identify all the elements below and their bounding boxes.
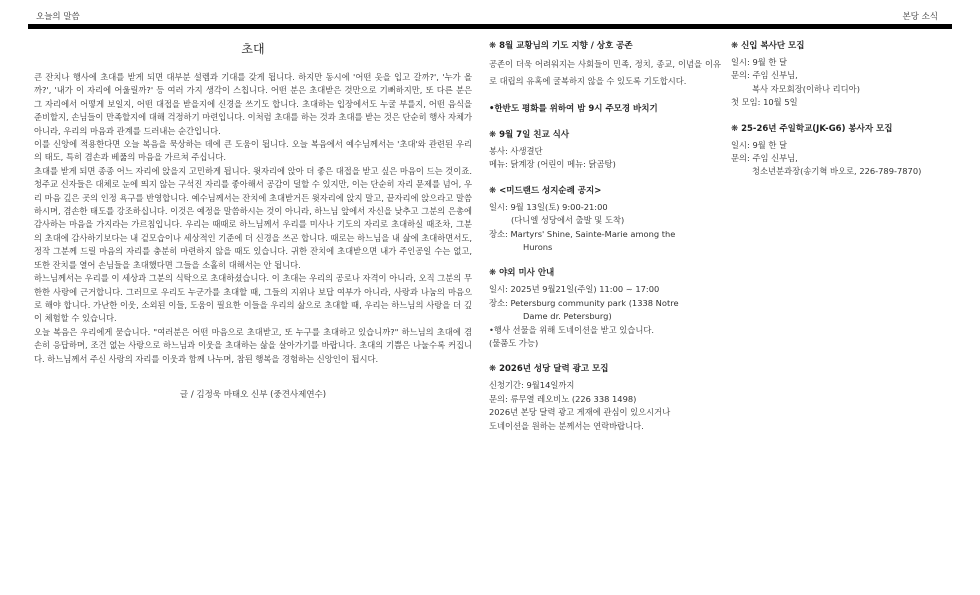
- notices-column-middle: [489, 40, 721, 446]
- article-paragraph: 하느님께서는 우리를 이 세상과 그분의 식탁으로 초대하셨습니다. 이 초대는 우리의 공로나 자격이 아니라, 오직 그분의 무한한 사랑에 근거합니다. 그러므로 우리도 누군가를 초대할 때, 그들의 지위나 보답 여부가 아니라, 사랑과 나눔의 마음으로 해야 합니다. 가난한 이웃, 소외된 이들, 도움이 필요한 이들을 우리의 삶으로 초대할 때, 우리는 하느님의 사랑을 더 깊이 체험할 수 있습니다.: [34, 273, 472, 324]
- notice-line: (다니엘 성당에서 출발 및 도착): [511, 215, 625, 226]
- notice-title: ❋ 신입 복사단 모집: [731, 41, 805, 51]
- notice-calendar-ads: [489, 363, 721, 433]
- notice-line: 문의: 주임 신부님,: [731, 153, 798, 164]
- notice-line: 문의: 주임 신부님,: [731, 70, 798, 81]
- article-title: 초대: [241, 42, 265, 56]
- article-paragraph: 큰 잔치나 행사에 초대를 받게 되면 대부분 설렘과 기대를 갖게 됩니다. 하지만 동시에 '어떤 옷을 입고 갈까?', '누가 올까?', '내가 이 자리에 어울릴까?' 등 여러 가지 생각이 스칩니다. 어떤 분은 초대받은 것만으로 기뻐하지만, 또 다른 분은 그 자리에서 어떻게 보일지, 어떤 대접을 받을지에 신경을 쓰기도 합니다. 초대하는 입장에서도 누굴 부를지, 어떤 음식을 준비할지, 손님들이 만족할지에 대해 걱정하기 마련입니다. 이처럼 초대를 하는 것과 초대를 받는 것은 단순히 행사 자체가 아니라, 우리의 마음과 관계를 드러내는 순간입니다.: [34, 72, 472, 136]
- header-section-right: 본당 소식: [902, 12, 938, 22]
- notice-peace-prayer: [489, 103, 721, 116]
- notice-line: 2026년 본당 달력 광고 게재에 관심이 있으시거나: [489, 407, 671, 418]
- notice-line: 일시: 2025년 9월21일(주일) 11:00 ~ 17:00: [489, 284, 660, 295]
- article-author: 글 / 김정욱 마태오 신부 (중견사제연수): [179, 389, 327, 400]
- notice-line: 문의: 류무열 레오비노 (226 338 1498): [489, 393, 637, 404]
- notice-line: 장소: Martyrs' Shine, Sainte-Marie among the: [489, 228, 676, 239]
- notice-title: ❋ 2026년 성당 달력 광고 모집: [489, 364, 609, 375]
- article-paragraph: 이를 신앙에 적용한다면 오늘 복음을 묵상하는 데에 큰 도움이 됩니다. 오늘 복음에서 예수님께서는 '초대'와 관련된 우리의 태도, 특히 겸손과 베풂의 마음을 가르쳐 주십니다.: [34, 139, 472, 163]
- notice-line: 복사 자모회장(이하나 리디아): [752, 83, 860, 94]
- notice-line: 메뉴: 닭계장 (어린이 메뉴: 닭곰탕): [489, 159, 616, 170]
- notice-outdoor-mass: [489, 267, 721, 350]
- notice-line: 봉사: 사생결단: [489, 146, 543, 156]
- notice-title: ❋ 25-26년 주일학교(JK-G6) 봉사자 모집: [731, 123, 893, 134]
- notice-line: Dame dr. Petersburg): [523, 311, 612, 322]
- notice-pilgrimage: [489, 185, 721, 255]
- notice-title: •한반도 평화를 위하여 밤 9시 주모경 바치기: [489, 104, 658, 114]
- article-column: [34, 40, 472, 400]
- notice-line: 일시: 9월 한 달: [731, 57, 788, 67]
- notice-line: Hurons: [523, 242, 553, 253]
- article-body: [34, 71, 472, 366]
- article-paragraph: 초대를 받게 되면 종종 어느 자리에 앉을지 고민하게 됩니다. 윗자리에 앉아 더 좋은 대접을 받고 싶은 마음이 드는 것이죠. 청주교 신자들은 대체로 눈에 띄지 않는 구석진 자리를 좋아해서 공감이 덜할 수 있지만, 이는 단순히 자리 문제를 넘어, 우리 마음 깊은 곳의 인정 욕구를 반영합니다. 예수님께서는 잔치에 초대받거든 윗자리에 앉지 말고, 끝자리에 앉으라고 말씀하시며, 겸손한 태도를 강조하십니다. 이것은 예정을 말씀하시는 것이 아니라, 하느님 앞에서 자신을 낮추고 그분의 은총에 감사하는 마음을 가지라는 가르침입니다. 우리는 때때로 하느님께서 우리를 미사나 기도의 자리로 초대하실 때조차, 그분의 초대에 감사하기보다는 내 겉모습이나 세상적인 기준에 더 신경을 쓰곤 합니다. 때로는 하느님을 내 삶에 초대하면서도, 정작 그분께 드릴 마음의 자리를 충분히 마련하지 않을 때도 있습니다. 귀한 잔치에 초대받으면 내가 주인공일 수는 없고, 또한 잔치를 열어 손님들을 초대했다면 그들을 소홀히 대해서는 안 됩니다.: [34, 165, 472, 270]
- notice-line: •행사 선물을 위해 도네이션을 받고 있습니다.: [489, 324, 654, 335]
- notices-column-right: [731, 40, 961, 192]
- notice-altar-servers: [731, 40, 961, 110]
- notice-sunday-school: [731, 123, 961, 179]
- notice-line: 신청기간: 9월14일까지: [489, 380, 575, 391]
- notice-title: ❋ 야외 미사 안내: [489, 268, 555, 279]
- notice-title: ❋ 8월 교황님의 기도 지향 / 상호 공존: [489, 41, 633, 51]
- notice-line: 일시: 9월 한 달: [731, 139, 788, 150]
- notice-title: ❋ <미드랜드 성지순례 공지>: [489, 185, 602, 196]
- notice-title: ❋ 9월 7일 친교 식사: [489, 130, 570, 140]
- notice-text: 공존이 더욱 어려워지는 사회들이 민족, 정치, 종교, 이념을 이유로 대립의 유혹에 굴복하지 않을 수 있도록 기도합시다.: [489, 59, 721, 86]
- notice-line: 도네이션을 원하는 분께서는 연락바랍니다.: [489, 420, 644, 431]
- notice-line: 청소년분과장(송기혁 바오로, 226-789-7870): [752, 166, 922, 177]
- notice-line: 장소: Petersburg community park (1338 Notre: [489, 297, 679, 308]
- notice-line: 일시: 9월 13일(토) 9:00-21:00: [489, 201, 608, 212]
- header-section-left: 오늘의 말씀: [36, 12, 80, 22]
- notice-line: 첫 모임: 10월 5일: [731, 97, 798, 108]
- header-rule: [28, 24, 952, 29]
- notice-fellowship-meal: [489, 129, 721, 172]
- notice-line: (물품도 가능): [489, 338, 539, 349]
- notice-prayer-intention: [489, 40, 721, 90]
- article-paragraph: 오늘 복음은 우리에게 묻습니다. "여러분은 어떤 마음으로 초대받고, 또 누구를 초대하고 있습니까?" 하느님의 초대에 겸손히 응답하며, 조건 없는 사랑으로 하느님과 이웃을 초대하는 삶을 살아가기를 바랍니다. 초대의 기쁨은 나눌수록 커집니다. 하느님께서 주신 사랑의 자리를 이웃과 함께 나누며, 참된 행복을 경험하는 신앙인이 됩시다.: [34, 326, 472, 364]
